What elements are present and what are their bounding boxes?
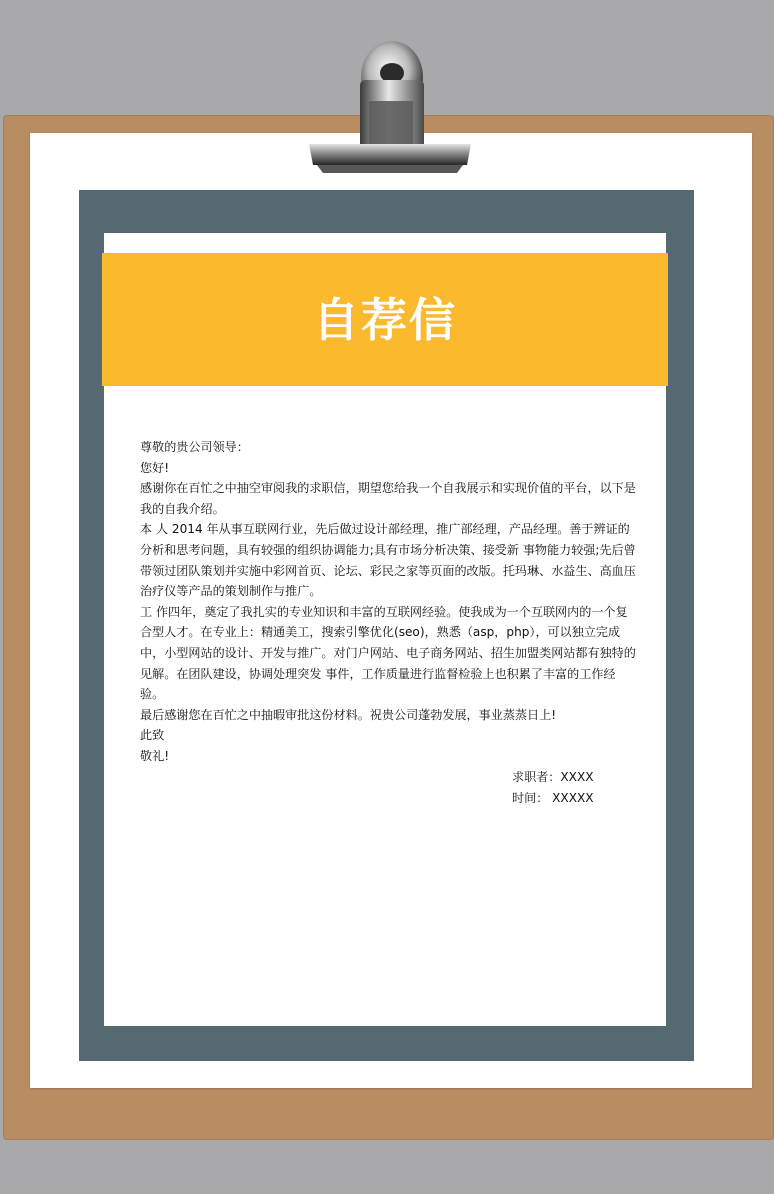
intro-paragraph: 感谢你在百忙之中抽空审阅我的求职信，期望您给我一个自我展示和实现价值的平台，以下是我的自我介绍。 [140,481,636,516]
letter-body [140,437,636,767]
title-banner [102,253,668,386]
regards-line: 敬礼! [140,748,170,763]
greeting: 您好! [140,460,170,475]
closing-line: 此致 [140,728,165,743]
salutation: 尊敬的贵公司领导： [140,440,249,454]
binder-clip-icon [305,28,475,178]
skills-paragraph: 工 作四年，奠定了我扎实的专业知识和丰富的互联网经验。使我成为一个互联网内的一个复合型人才。在专业上：精通美工，搜索引擎优化(seo)，熟悉（asp，php），可以独立完成中，小型网站的设计、开发与推广。对门户网站、电子商务网站、招生加盟类网站都有独特的见解。在团队建设，协调处理突发 事件，工作质量进行监督检验上也积累了丰富的工作经验。 [140,604,636,702]
experience-paragraph: 本 人 2014 年从事互联网行业，先后做过设计部经理，推广部经理，产品经理。善于辨证的分析和思考问题，具有较强的组织协调能力;具有市场分析决策、接受新 事物能力较强;先后曾带领过团队策划并实施中彩网首页、论坛、彩民之家等页面的改版。托玛琳、水益生、高血压治疗仪等产品的策划制作与推广。 [140,522,636,599]
closing-paragraph: 最后感谢您在百忙之中抽暇审批这份材料。祝贵公司蓬勃发展，事业蒸蒸日上! [140,707,557,722]
date-line: 时间： XXXXX [512,791,594,805]
applicant-line: 求职者：XXXX [512,770,594,784]
signature-block [512,767,642,809]
letter-title: 自荐信 [313,292,457,347]
